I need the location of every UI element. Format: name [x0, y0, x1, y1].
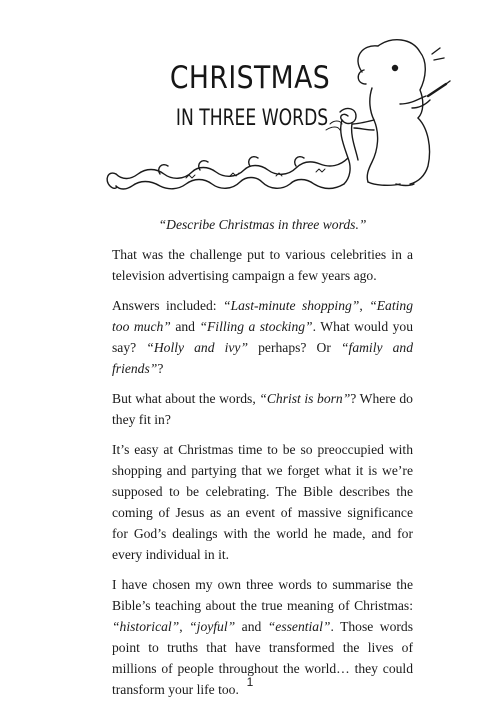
text-run: ? — [157, 361, 164, 376]
cartoon-illustration — [0, 0, 500, 205]
body-text — [112, 214, 413, 709]
text-run: . What would you say? — [112, 319, 413, 355]
italic-phrase: “family and friends” — [112, 340, 414, 376]
text-run: It’s easy at Christmas time to be so preoccupied with shopping and partying that we forget what it is we’re supposed to be celebrating. The Bible describes the coming of Jesus as an event of massive significance for God’s dealings with the world he made, and for every individual in it. — [112, 442, 413, 562]
italic-phrase: “historical” — [112, 619, 180, 634]
text-run: and — [235, 619, 268, 634]
text-run: Answers included: — [112, 298, 224, 313]
paragraph-list — [112, 244, 413, 700]
italic-phrase: “essential” — [267, 619, 331, 634]
paragraph — [112, 439, 413, 565]
text-run: I have chosen my own three words to summarise the Bible’s teaching about the true meaning of Christmas: — [112, 577, 413, 613]
text-run: That was the challenge put to various celebrities in a television advertising campaign a few years ago. — [112, 247, 413, 283]
text-run: ? Where do they fit in? — [112, 391, 413, 427]
chapter-header — [0, 0, 500, 205]
text-run: , — [179, 619, 190, 634]
text-run: perhaps? Or — [248, 340, 341, 355]
paragraph — [112, 388, 413, 430]
chapter-title-line2: IN THREE WORDS — [175, 106, 329, 131]
italic-phrase: “joyful” — [189, 619, 236, 634]
text-run: But what about the words, — [112, 391, 260, 406]
italic-phrase: “Eating too much” — [112, 298, 413, 334]
italic-phrase: “Filling a stocking” — [199, 319, 313, 334]
opening-quote: “Describe Christmas in three words.” — [158, 217, 367, 232]
italic-phrase: “Holly and ivy” — [146, 340, 249, 355]
text-run: . Those words point to truths that have transformed the lives of millions of people throughout the world… they could transform your life too. — [112, 619, 413, 697]
paragraph — [112, 295, 413, 379]
paragraph — [112, 244, 413, 286]
chapter-title-line1: CHRISTMAS — [169, 60, 331, 96]
text-run: , — [359, 298, 370, 313]
page-number: 1 — [246, 675, 254, 689]
italic-phrase: “Christ is born” — [259, 391, 351, 406]
italic-phrase: “Last-minute shopping” — [223, 298, 360, 313]
text-run: and — [170, 319, 200, 334]
